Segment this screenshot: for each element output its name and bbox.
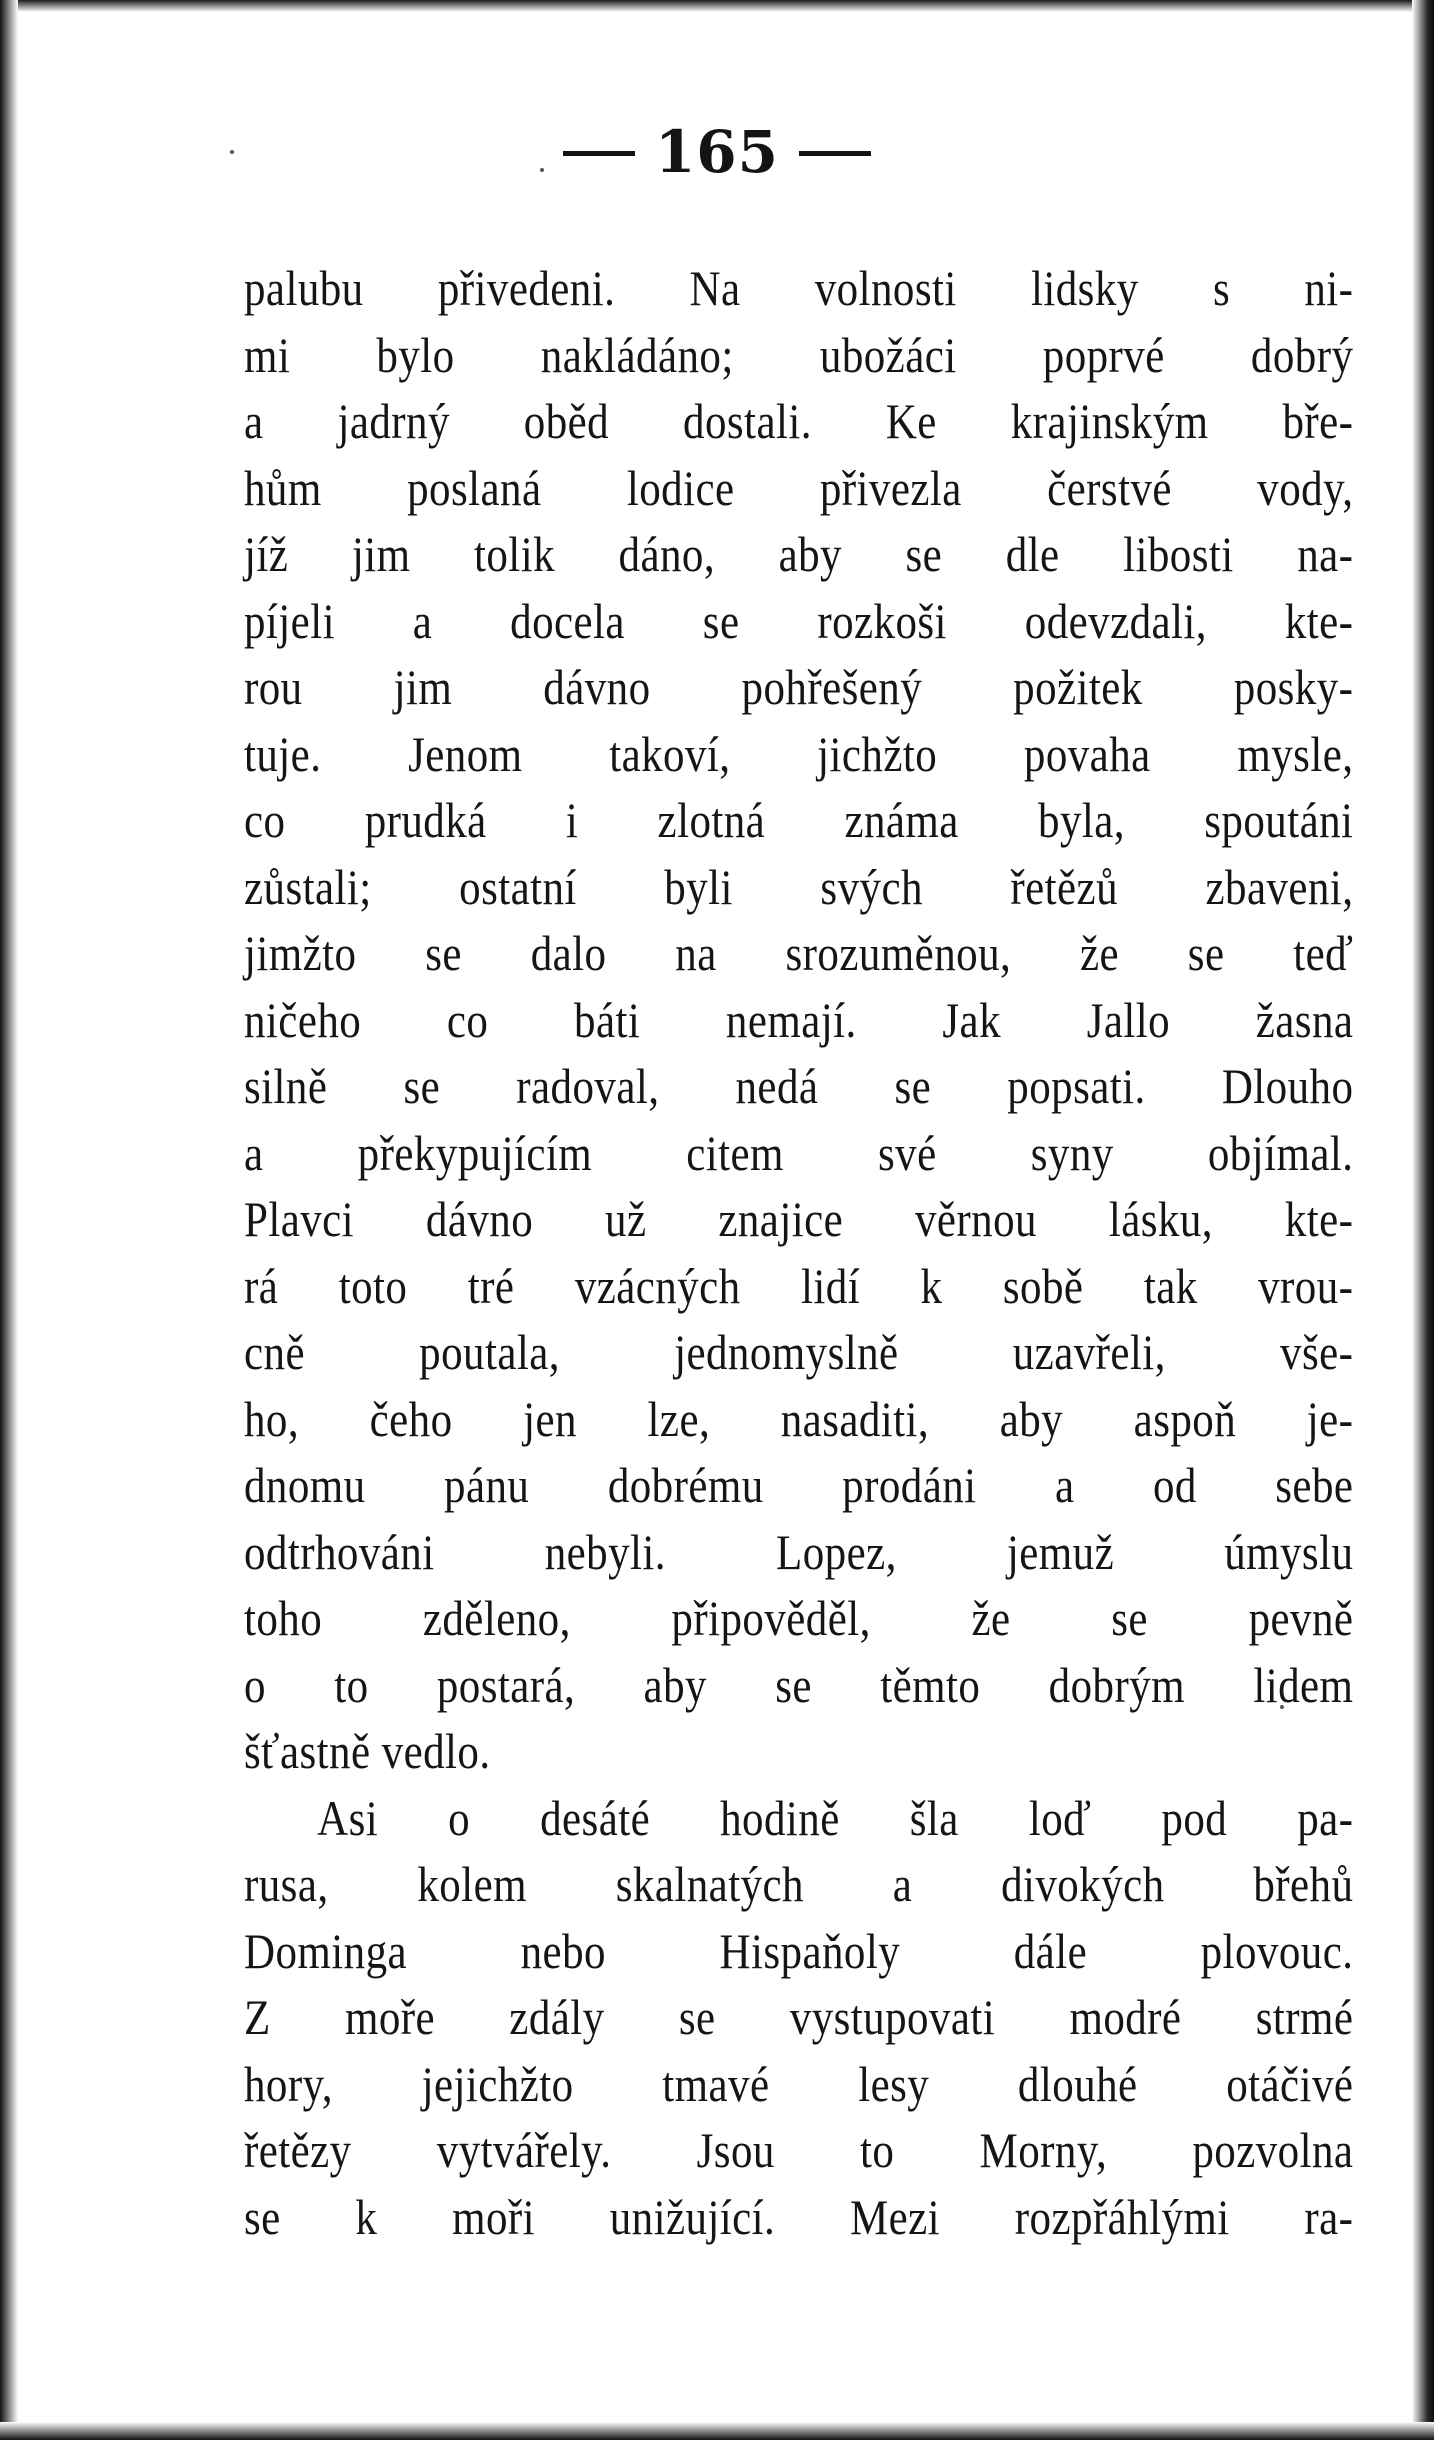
text-line: dnomu pánu dobrému prodáni a od sebe — [244, 1457, 1354, 1513]
text-line: píjeli a docela se rozkoši odevzdali, kte- — [244, 592, 1354, 649]
text-line: Plavci dávno už znajice věrnou lásku, kte- — [244, 1191, 1354, 1247]
text-line: o to postará, aby se těmto dobrým lidem — [244, 1656, 1354, 1713]
text-line: rá toto tré vzácných lidí k sobě tak vrou- — [244, 1257, 1354, 1314]
header-dash-left — [563, 151, 635, 156]
text-line: Z moře zdály se vystupovati modré strmé — [244, 1989, 1354, 2045]
page-number: 165 — [654, 118, 780, 186]
text-line: se k moři unižující. Mezi rozpřáhlými ra- — [244, 2188, 1354, 2245]
text-line: ho, čeho jen lze, nasaditi, aby aspoň je- — [244, 1390, 1354, 1447]
scan-edge-right — [1412, 0, 1434, 2440]
scan-edge-top — [0, 0, 1434, 12]
text-line: toho zděleno, připověděl, že se pevně — [244, 1590, 1354, 1646]
text-line: hům poslaná lodice přivezla čerstvé vody, — [244, 459, 1354, 516]
text-line: jimžto se dalo na srozuměnou, že se teď — [244, 925, 1354, 981]
paragraph-2 — [244, 1785, 1354, 2251]
text-line: tuje. Jenom takoví, jichžto povaha mysle, — [244, 725, 1354, 782]
text-line: a překypujícím citem své syny objímal. — [244, 1124, 1354, 1181]
text-line: řetězy vytvářely. Jsou to Morny, pozvolna — [244, 2122, 1354, 2178]
page-header — [0, 118, 1434, 186]
text-line: Dominga nebo Hispaňoly dále plovouc. — [244, 1922, 1354, 1979]
text-line: šťastně vedlo. — [244, 1723, 491, 1779]
text-line: Asi o desáté hodině šla loď pod pa- — [317, 1789, 1354, 1846]
scan-edge-bottom — [0, 2422, 1434, 2440]
header-dash-right — [799, 151, 871, 156]
text-line: hory, jejichžto tmavé lesy dlouhé otáčivé — [244, 2055, 1354, 2112]
body-text — [244, 255, 1354, 2250]
text-line: cně poutala, jednomyslně uzavřeli, vše- — [244, 1324, 1354, 1380]
text-line: mi bylo nakládáno; ubožáci poprvé dobrý — [244, 326, 1354, 383]
text-line: palubu přivedeni. Na volnosti lidsky s ni- — [244, 260, 1354, 316]
text-line: a jadrný oběd dostali. Ke krajinským bře- — [244, 393, 1354, 449]
text-line: ničeho co báti nemají. Jak Jallo žasna — [244, 991, 1354, 1048]
text-line: silně se radoval, nedá se popsati. Dlouho — [244, 1058, 1354, 1114]
text-line: rusa, kolem skalnatých a divokých břehů — [244, 1856, 1354, 1912]
text-line: zůstali; ostatní byli svých řetězů zbaveni, — [244, 858, 1354, 915]
paragraph-1 — [244, 255, 1354, 1785]
text-line: odtrhováni nebyli. Lopez, jemuž úmyslu — [244, 1523, 1354, 1580]
scan-edge-left — [0, 0, 18, 2440]
text-line: jíž jim tolik dáno, aby se dle libosti na- — [244, 526, 1354, 582]
text-line: co prudká i zlotná známa byla, spoutáni — [244, 792, 1354, 848]
text-line: rou jim dávno pohřešený požitek posky- — [244, 659, 1354, 715]
